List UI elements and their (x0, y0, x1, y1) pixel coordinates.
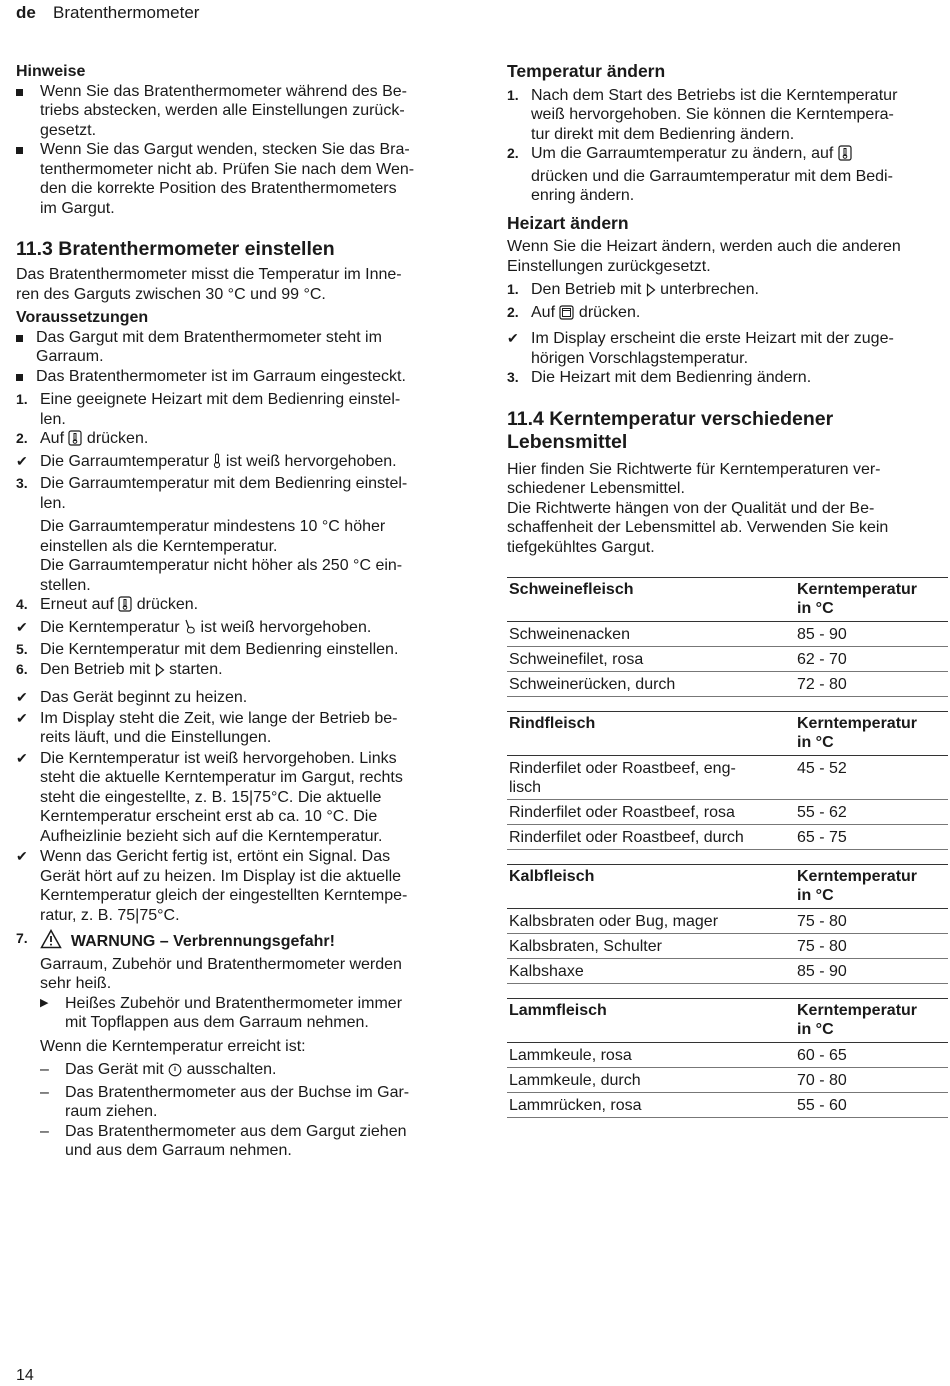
table-cell-temp: 85 - 90 (795, 959, 948, 984)
result-text: ist weiß hervorgehoben. (200, 618, 372, 636)
header-line: Kerntemperatur (797, 581, 918, 598)
table-row (507, 622, 948, 647)
list-item-text (40, 749, 456, 847)
step-text: drücken. (578, 303, 641, 321)
step-text: drücken. (136, 596, 199, 613)
header-line: in °C (797, 600, 834, 617)
table-row (507, 647, 948, 672)
text-line: Wenn das Gericht fertig ist, ertönt ein Signal. Das (40, 848, 391, 865)
checkmark-icon: ✔ (16, 618, 28, 635)
requirements-list (16, 328, 456, 387)
table-cell-temp: 75 - 80 (795, 934, 948, 959)
text-line: schiedener Lebensmittel. (507, 480, 685, 497)
temp-step-1 (507, 86, 948, 145)
square-bullet (16, 82, 40, 102)
step-text: unterbrechen. (660, 281, 759, 298)
cell-line: Kalbsbraten, Schulter (509, 938, 662, 955)
step-number: 3. (507, 369, 519, 385)
cell-line: Lammrücken, rosa (509, 1097, 642, 1114)
step-text: Den Betrieb mit (531, 281, 642, 298)
text-line: drücken und die Garraumtemperatur mit dem Bedi- (531, 167, 893, 185)
section-heading-11-4 (507, 408, 948, 454)
table-header-temp (795, 578, 948, 622)
square-bullet (16, 367, 36, 387)
text-line: Das Bratenthermometer aus der Buchse im Gar- (65, 1083, 410, 1101)
page-number: 14 (16, 1367, 34, 1384)
result-text (531, 329, 948, 368)
list-item-text (65, 1122, 456, 1161)
list-item (16, 367, 456, 387)
arrow-bullet-icon: ▶ (40, 996, 49, 1009)
step-5 (16, 640, 456, 660)
dash-bullet: – (40, 1061, 49, 1078)
step-number: 1. (16, 391, 28, 407)
hinweise-list (16, 82, 456, 219)
dash-bullet: – (40, 1122, 49, 1140)
table-cell-food (507, 1093, 795, 1118)
list-item-text (36, 328, 456, 367)
section-heading-11-3: 11.3 Bratenthermometer einstellen (16, 238, 335, 260)
table-row (507, 909, 948, 934)
checkmark-icon: ✔ (16, 452, 28, 469)
text-line: sehr heiß. (40, 975, 112, 992)
cell-line: Rinderfilet oder Roastbeef, durch (509, 829, 744, 846)
text-line: Das Gerät beginnt zu heizen. (40, 689, 248, 706)
heading-line: Lebensmittel (507, 430, 628, 453)
heating-mode-button-icon (559, 305, 574, 326)
dash-item-1 (16, 1060, 456, 1083)
thermometer-icon (213, 453, 221, 475)
cell-line: Schweinerücken, durch (509, 676, 676, 693)
start-icon (155, 663, 165, 683)
step-text: Den Betrieb mit (40, 660, 151, 678)
core-temperature-tables (507, 577, 948, 1118)
step-6-results (16, 688, 456, 925)
temperature-change-heading: Temperatur ändern (507, 61, 666, 81)
text-line: ratur, z. B. 75|75°C. (40, 906, 180, 924)
core-temp-table (507, 998, 948, 1118)
dash-text: ausschalten. (186, 1061, 277, 1078)
step-text: Um die Garraumtemperatur zu ändern, auf (531, 145, 834, 162)
text-line: Garraum. (36, 348, 104, 365)
table-header-row (507, 999, 948, 1043)
table-cell-food (507, 909, 795, 934)
result-text: ist weiß hervorgehoben. (225, 452, 397, 470)
step-4 (16, 595, 456, 618)
list-item-text (40, 847, 456, 925)
checkmark-icon: ✔ (507, 330, 519, 346)
warning-triangle-icon (40, 929, 62, 955)
text-line: Die Kerntemperatur ist weiß hervorgehoben. Links (40, 749, 397, 767)
result-2 (16, 452, 456, 475)
step-6 (16, 660, 456, 683)
text-line: hörigen Vorschlagstemperatur. (531, 349, 749, 367)
right-column (507, 62, 948, 1132)
table-cell-food (507, 672, 795, 697)
heading-line: 11.4 Kerntemperatur verschiedener (507, 407, 834, 430)
text-line: Die Garraumtemperatur nicht höher als 250 °C ein- (40, 557, 403, 574)
table-cell-food (507, 1068, 795, 1093)
list-item (16, 749, 456, 847)
table-cell-temp: 72 - 80 (795, 672, 948, 697)
table-header-row (507, 712, 948, 756)
heizart-step-3 (507, 368, 948, 388)
warning-action-text (65, 994, 456, 1033)
list-item-text (65, 1083, 456, 1122)
checkmark-icon: ✔ (16, 848, 28, 864)
step-text (40, 474, 456, 513)
table-cell-food (507, 756, 795, 800)
core-temp-intro (507, 460, 948, 558)
text-line: tiefgekühltes Gargut. (507, 538, 655, 556)
text-line: Im Display steht die Zeit, wie lange der Betrieb be- (40, 709, 398, 727)
text-line: Aufheizlinie bezieht sich auf die Kerntemperatur. (40, 827, 383, 845)
text-line: den die korrekte Position des Bratenthermometers (40, 180, 397, 197)
step-number: 7. (16, 930, 28, 946)
text-line: Wenn Sie das Gargut wenden, stecken Sie das Bra- (40, 141, 410, 158)
table-row (507, 1068, 948, 1093)
step-number: 4. (16, 596, 28, 612)
text-line: Hier finden Sie Richtwerte für Kerntemperaturen ver- (507, 460, 881, 478)
text-line: Die Garraumtemperatur mindestens 10 °C höher (40, 518, 386, 535)
table-row (507, 825, 948, 850)
list-item (16, 82, 456, 141)
step-number: 2. (507, 145, 519, 161)
step-2 (16, 429, 456, 452)
section-intro (16, 265, 456, 304)
step-text: Die Heizart mit dem Bedienring ändern. (531, 369, 812, 386)
table (507, 998, 948, 1118)
power-icon (168, 1063, 182, 1083)
list-item-text (36, 367, 456, 387)
text-line: Das Bratenthermometer aus dem Gargut ziehen (65, 1122, 407, 1140)
list-item-text (40, 688, 456, 708)
text-line: tenthermometer nicht ab. Prüfen Sie nach dem Wen- (40, 160, 415, 178)
cell-line: Rinderfilet oder Roastbeef, rosa (509, 804, 735, 821)
table-cell-food (507, 934, 795, 959)
when-reached: Wenn die Kerntemperatur erreicht ist: (40, 1037, 306, 1055)
step-7 (16, 929, 456, 994)
table (507, 864, 948, 984)
table-row (507, 934, 948, 959)
heizart-step-1 (507, 280, 948, 303)
table-cell-temp: 65 - 75 (795, 825, 948, 850)
result-4 (16, 618, 456, 641)
cell-line: Kalbshaxe (509, 963, 584, 980)
header-line: in °C (797, 887, 834, 904)
checkmark-icon: ✔ (16, 749, 28, 766)
dash-list (16, 1083, 456, 1161)
step-number: 5. (16, 641, 28, 657)
text-line: Garraum, Zubehör und Bratenthermometer werden (40, 955, 402, 973)
language-code: de (16, 3, 36, 22)
hinweise-heading: Hinweise (16, 63, 86, 80)
result-text: Die Kerntemperatur (40, 618, 180, 636)
text-line: Das Bratenthermometer misst die Temperatur im Inne- (16, 266, 402, 283)
cell-line: Kalbsbraten oder Bug, mager (509, 913, 719, 930)
left-column (16, 62, 456, 1161)
text-line: tur direkt mit dem Bedienring ändern. (531, 125, 795, 143)
text-line: Die Garraumtemperatur mit dem Bedienring einstel- (40, 475, 408, 492)
header-line: Kerntemperatur (797, 1002, 918, 1019)
cell-line: Rinderfilet oder Roastbeef, eng- (509, 760, 736, 777)
heizart-step-2 (507, 303, 948, 326)
text-line: steht die aktuelle Kerntemperatur im Gargut, rechts (40, 769, 403, 786)
text-line: Wenn Sie die Heizart ändern, werden auch die anderen (507, 238, 901, 255)
table-cell-temp: 85 - 90 (795, 622, 948, 647)
text-line: gesetzt. (40, 121, 97, 139)
text-line: einstellen als die Kerntemperatur. (40, 537, 278, 555)
start-icon (646, 283, 656, 303)
heating-mode-intro (507, 237, 948, 276)
step-number: 1. (507, 86, 519, 103)
text-line: Das Bratenthermometer ist im Garraum eingesteckt. (36, 367, 406, 385)
table-cell-temp: 70 - 80 (795, 1068, 948, 1093)
list-item-text (40, 140, 456, 218)
step-text: Erneut auf (40, 596, 114, 613)
header-line: Kerntemperatur (797, 868, 918, 885)
table-header-row (507, 865, 948, 909)
core-temp-table (507, 864, 948, 984)
table-cell-food (507, 647, 795, 672)
table-header-meat: Lammfleisch (507, 999, 795, 1043)
text-line: stellen. (40, 576, 91, 594)
core-temp-table (507, 711, 948, 850)
text-line: schaffenheit der Lebensmittel ab. Verwenden Sie kein (507, 519, 889, 536)
text-line: und aus dem Garraum nehmen. (65, 1142, 292, 1159)
text-line: len. (40, 410, 66, 428)
text-line: steht die eingestellte, z. B. 15|75°C. Die aktuelle (40, 788, 382, 806)
text-line: Nach dem Start des Betriebs ist die Kerntemperatur (531, 86, 898, 104)
text-line: Wenn Sie das Bratenthermometer während des Be- (40, 82, 408, 100)
text-line: Kerntemperatur gleich der eingestellten Kerntempe- (40, 887, 408, 904)
step-3 (16, 474, 456, 513)
list-item (16, 328, 456, 367)
step-text: starten. (169, 660, 223, 678)
step-number: 2. (507, 303, 519, 320)
table-cell-food (507, 1043, 795, 1068)
text-line: len. (40, 494, 66, 512)
table-header-row (507, 578, 948, 622)
heizart-result-2 (507, 329, 948, 368)
text-line: reits läuft, und die Einstellungen. (40, 729, 272, 746)
square-bullet (16, 328, 36, 348)
table-header-temp (795, 865, 948, 909)
table-row (507, 800, 948, 825)
text-line: Einstellungen zurückgesetzt. (507, 257, 711, 275)
heating-mode-change-heading: Heizart ändern (507, 212, 629, 233)
table-header-meat: Kalbfleisch (507, 865, 795, 909)
table-cell-temp: 60 - 65 (795, 1043, 948, 1068)
step-number: 1. (507, 281, 519, 297)
table-header-temp (795, 999, 948, 1043)
text-line: im Gargut. (40, 199, 115, 217)
table-cell-food (507, 959, 795, 984)
warning-text (40, 955, 456, 994)
temperature-button-icon (118, 596, 132, 618)
step-3-note (16, 517, 456, 595)
dash-text: Das Gerät mit (65, 1061, 164, 1078)
warning-action (16, 994, 456, 1033)
core-temp-table (507, 577, 948, 697)
list-item (16, 847, 456, 925)
table-row (507, 1043, 948, 1068)
list-item (16, 1083, 456, 1122)
text-line: Kerntemperatur erscheint erst ab ca. 10 °C. Die (40, 808, 378, 825)
list-item (16, 140, 456, 218)
warning-title: WARNUNG – Verbrennungsgefahr! (70, 933, 335, 950)
table (507, 711, 948, 850)
header-line: Kerntemperatur (797, 715, 918, 732)
table-row (507, 756, 948, 800)
list-item (16, 1122, 456, 1161)
step-text (531, 167, 948, 206)
table-cell-food (507, 800, 795, 825)
table-cell-food (507, 622, 795, 647)
table-row (507, 672, 948, 697)
step-number: 6. (16, 660, 28, 677)
table-header-meat: Schweinefleisch (507, 578, 795, 622)
table-row (507, 1093, 948, 1118)
text-line: enring ändern. (531, 187, 635, 204)
step-text: drücken. (86, 430, 149, 447)
step-text: Die Kerntemperatur mit dem Bedienring einstellen. (40, 641, 399, 658)
result-text: Die Garraumtemperatur (40, 452, 209, 470)
temp-step-2 (507, 144, 948, 206)
requirements-heading: Voraussetzungen (16, 309, 149, 326)
step-text: Auf (531, 303, 556, 321)
list-item-text (40, 82, 456, 141)
step-number: 2. (16, 430, 28, 446)
header-title: Bratenthermometer (53, 3, 200, 22)
checkmark-icon: ✔ (16, 709, 28, 726)
list-item (16, 688, 456, 708)
list-item-text (40, 709, 456, 748)
table-cell-temp: 55 - 60 (795, 1093, 948, 1118)
cell-line: Schweinenacken (509, 626, 630, 643)
table-cell-temp: 55 - 62 (795, 800, 948, 825)
table (507, 577, 948, 697)
table-cell-temp: 75 - 80 (795, 909, 948, 934)
header-line: in °C (797, 734, 834, 751)
step-text (40, 390, 456, 429)
table-cell-temp: 45 - 52 (795, 756, 948, 800)
header-line: in °C (797, 1021, 834, 1038)
text-line: Im Display erscheint die erste Heizart mit der zuge- (531, 330, 894, 347)
cell-line: lisch (509, 779, 542, 796)
step-1 (16, 390, 456, 429)
text-line: raum ziehen. (65, 1103, 158, 1120)
cell-line: Schweinefilet, rosa (509, 651, 644, 668)
cell-line: Lammkeule, durch (509, 1072, 641, 1089)
square-bullet (16, 140, 40, 160)
table-header-meat: Rindfleisch (507, 712, 795, 756)
table-cell-temp: 62 - 70 (795, 647, 948, 672)
text-line: Heißes Zubehör und Bratenthermometer immer (65, 994, 403, 1012)
temperature-button-icon (68, 430, 82, 452)
table-row (507, 959, 948, 984)
checkmark-icon: ✔ (16, 689, 28, 705)
text-line: mit Topflappen aus dem Garraum nehmen. (65, 1014, 369, 1031)
text-line: weiß hervorgehoben. Sie können die Kerntempera- (531, 106, 894, 123)
text-line: triebs abstecken, werden alle Einstellungen zurück- (40, 102, 405, 119)
dash-bullet: – (40, 1083, 49, 1101)
text-line: Das Gargut mit dem Bratenthermometer steht im (36, 328, 382, 346)
list-item (16, 709, 456, 748)
table-header-temp (795, 712, 948, 756)
text-line: ren des Garguts zwischen 30 °C und 99 °C. (16, 285, 326, 303)
meat-probe-icon (184, 619, 196, 641)
text-line: Die Richtwerte hängen von der Qualität und der Be- (507, 499, 875, 517)
temperature-button-icon (838, 145, 852, 167)
text-line: Eine geeignete Heizart mit dem Bedienring einstel- (40, 391, 401, 408)
step-text: Auf (40, 430, 65, 447)
step-number: 3. (16, 475, 28, 491)
step-text (531, 86, 948, 145)
cell-line: Lammkeule, rosa (509, 1047, 632, 1064)
table-cell-food (507, 825, 795, 850)
text-line: Gerät hört auf zu heizen. Im Display ist die aktuelle (40, 867, 402, 885)
